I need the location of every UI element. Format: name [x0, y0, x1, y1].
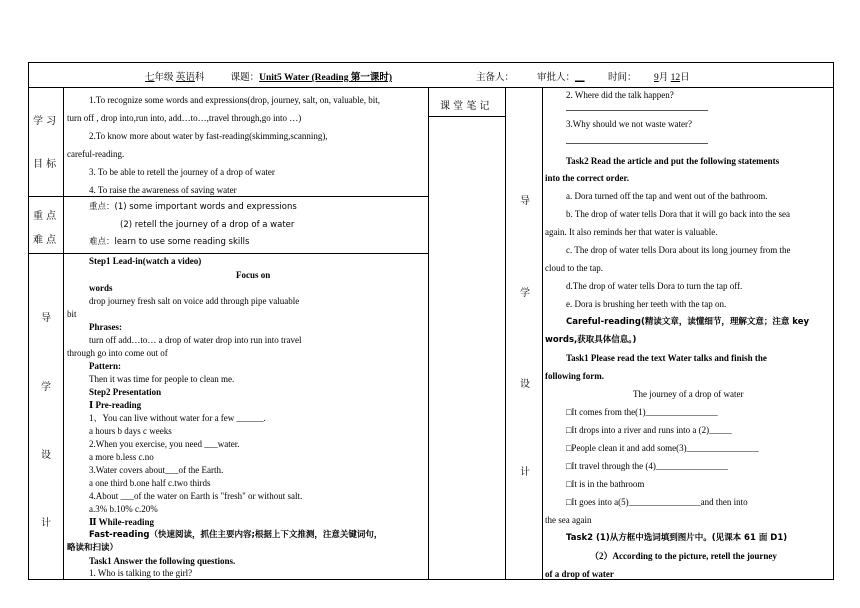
question-3: 3.Water covers about___of the Earth. [89, 465, 224, 475]
right-design-label-1: 导 [520, 196, 530, 207]
words-list-cont: bit [67, 309, 77, 319]
statement-item: a. Dora turned off the tap and went out of the bathroom. [566, 191, 768, 201]
statement-item: b. The drop of water tells Dora that it will go back into the sea [566, 209, 791, 219]
step2-heading: Step2 Presentation [89, 387, 162, 397]
keypoint-line: 难点：learn to use some reading skills [89, 237, 250, 247]
approver-field: 审批人：__ [537, 73, 585, 83]
words-list: drop journey fresh salt on voice add through pipe valuable [89, 296, 300, 306]
task1-question-2: 2. Where did the talk happen? [566, 90, 674, 100]
time-label: 时间： [608, 73, 637, 83]
objective-line: 2.To know more about water by fast-reading(skimming,scanning), [89, 131, 328, 141]
statement-item: cloud to the tap. [545, 263, 603, 273]
statement-item: e. Dora is brushing her teeth with the tap on. [566, 299, 727, 309]
task2b-instruction: （2）According to the picture, retell the journey [590, 551, 777, 561]
journey-form-row: □It goes into a(5)________________and then into [566, 497, 748, 507]
keypoint-line: (2) retell the journey of a drop of a water [120, 220, 295, 230]
statement-item: again. It also reminds her that water is valuable. [545, 227, 718, 237]
journey-form-row: □It comes from the(1)________________ [566, 407, 718, 417]
question-2-options: a more b.less c.no [89, 452, 154, 462]
design-label-3: 设 [41, 450, 51, 461]
objective-line: 3. To be able to retell the journey of a drop of water [89, 167, 275, 177]
date-field: 9月 12日 [654, 73, 690, 83]
design-label-1: 导 [41, 313, 51, 324]
class-notes-header: 课 堂 笔 记 [440, 101, 490, 112]
words-label: words [89, 283, 113, 293]
objectives-label-2: 目 标 [33, 159, 57, 170]
task1-question-1: 1. Who is talking to the girl? [89, 568, 193, 578]
label-column-divider [63, 87, 64, 580]
objective-line: turn off , drop into,run into, add…to…,travel through,go into …) [67, 113, 302, 123]
right-label-divider [542, 87, 543, 580]
journey-title: The journey of a drop of water [633, 389, 744, 399]
objective-line: careful-reading. [67, 149, 125, 159]
phrases-list: turn off add…to… a drop of water drop into run into travel [89, 335, 302, 345]
task2b-instruction-cont: of a drop of water [545, 569, 614, 579]
notes-column-divider [505, 87, 506, 580]
left-content-divider [428, 87, 429, 580]
pre-reading-heading: Ⅰ Pre-reading [89, 400, 142, 410]
notes-header-divider [428, 116, 505, 117]
keypoints-label-1: 重 点 [33, 211, 57, 222]
task1-question-3: 3.Why should we not waste water? [566, 119, 692, 129]
task1b-heading: Task1 Please read the text Water talks and finish the [566, 353, 767, 363]
question-2: 2.When you exercise, you need ___water. [89, 439, 240, 449]
task2-heading-cont: into the correct order. [545, 173, 629, 183]
question-4-options: a.3% b.10% c.20% [89, 504, 158, 514]
objective-line: 1.To recognize some words and expressions(drop, journey, salt, on, valuable, bit, [89, 95, 380, 105]
careful-reading-heading: Careful-reading(精读文章，读懂细节，理解文意；注意 key [566, 317, 810, 327]
focus-heading: Focus on [236, 270, 271, 280]
lesson-header: 七年级 英语科 课题：Unit5 Water (Reading 第一课时) [145, 73, 392, 83]
keypoints-label-2: 难 点 [33, 235, 57, 246]
right-design-label-3: 设 [520, 379, 530, 390]
objectives-divider [28, 196, 428, 197]
phrases-list-cont: through go into come out of [67, 348, 168, 358]
phrases-label: Phrases: [89, 322, 122, 332]
task2b-heading: Task2 (1)从方框中选词填到图片中。(见课本 61 面 D1) [566, 533, 788, 543]
question-1-options: a hours b days c weeks [89, 426, 172, 436]
fast-reading-heading-cont: 略读和扫读） [67, 543, 119, 553]
right-design-label-2: 学 [520, 288, 530, 299]
journey-form-row-tail: the sea again [545, 515, 592, 525]
question-4: 4.About ___of the water on Earth is "fresh" or without salt. [89, 491, 303, 501]
question-3-options: a one third b.one half c.two thirds [89, 478, 211, 488]
while-reading-heading: Ⅱ While-reading [89, 517, 155, 527]
journey-form-row: □It travel through the (4)________________ [566, 461, 728, 471]
keypoints-divider [28, 253, 428, 254]
answer-line [566, 143, 708, 144]
right-design-label-4: 计 [520, 467, 530, 478]
pattern-label: Pattern: [89, 361, 121, 371]
statement-item: d.The drop of water tells Dora to turn the tap off. [566, 281, 743, 291]
journey-form-row: □It drops into a river and runs into a (2)_____ [566, 425, 732, 435]
journey-form-row: □It is in the bathroom [566, 479, 645, 489]
design-label-4: 计 [41, 518, 51, 529]
question-1: 1、You can live without water for a few ______. [89, 413, 266, 423]
journey-form-row: □People clean it and add some(3)________________ [566, 443, 759, 453]
statement-item: c. The drop of water tells Dora about its long journey from the [566, 245, 791, 255]
objectives-label-1: 学 习 [33, 116, 57, 127]
answer-line [566, 110, 708, 111]
step1-heading: Step1 Lead-in(watch a video) [89, 256, 202, 266]
keypoint-line: 重点：(1) some important words and expressions [89, 202, 297, 212]
preparer-label: 主备人： [476, 73, 515, 83]
task2-heading: Task2 Read the article and put the following statements [566, 156, 780, 166]
header-divider [28, 87, 834, 88]
design-label-2: 学 [41, 382, 51, 393]
task1b-heading-cont: following form. [545, 371, 604, 381]
task1-heading: Task1 Answer the following questions. [89, 556, 236, 566]
careful-reading-heading-cont: words,获取具体信息。) [545, 335, 637, 345]
fast-reading-heading: Fast-reading（快速阅读，抓住主要内容;根据上下文推测，注意关键词句， [89, 530, 383, 540]
objective-line: 4. To raise the awareness of saving water [89, 185, 237, 195]
pattern-line: Then it was time for people to clean me. [89, 374, 235, 384]
